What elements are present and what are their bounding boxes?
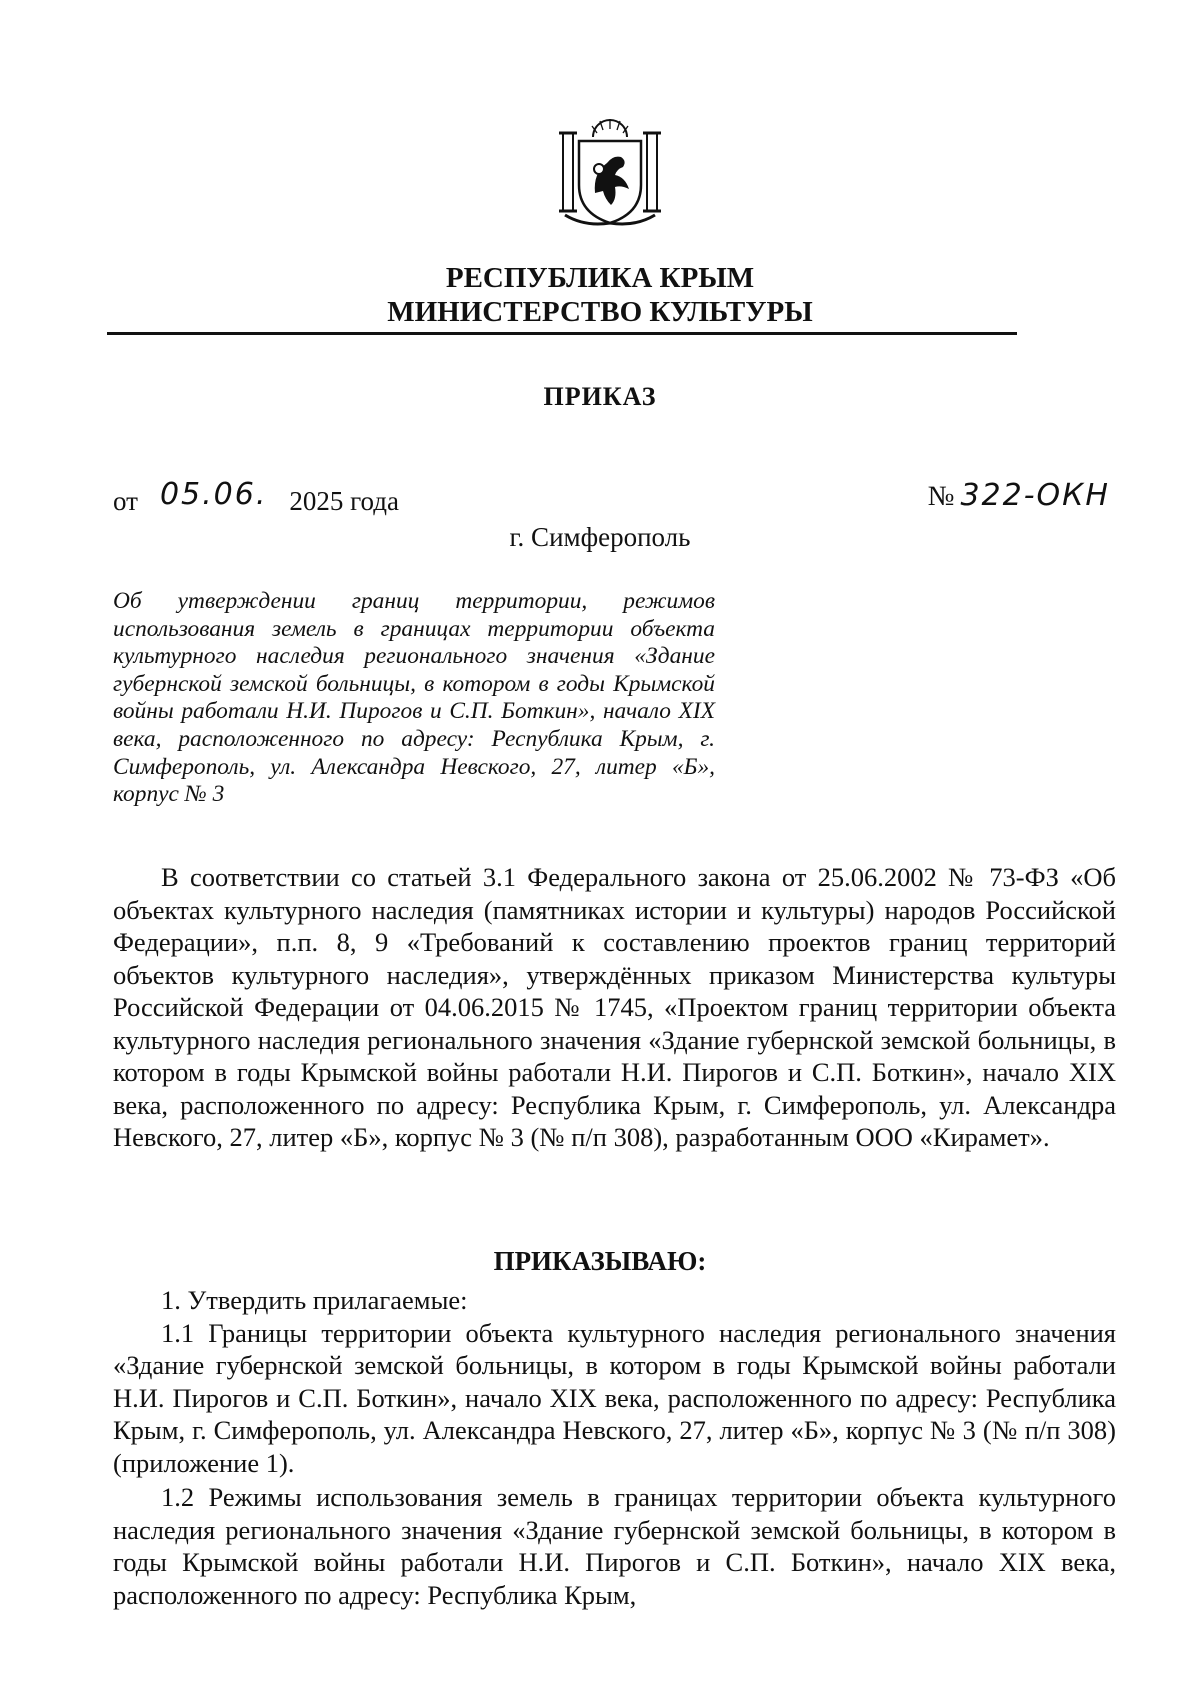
order-items (113, 1284, 1116, 1611)
crimea-coat-of-arms-icon (555, 115, 665, 230)
header-divider (107, 332, 1017, 335)
header-ministry: МИНИСТЕРСТВО КУЛЬТУРЫ (387, 296, 813, 328)
preamble-paragraph: В соответствии со статьей 3.1 Федерального закона от 25.06.2002 № 73-ФЗ «Об объектах культурного наследия (памятниках истории и культуры) народов Российской Федерации», п.п. 8, 9 «Требований к составлению проектов границ территорий объектов культурного наследия», утверждённых приказом Министерства культуры Российской Федерации от 04.06.2015 № 1745, «Проектом границ территории объекта культурного наследия регионального значения «Здание губернской земской больницы, в котором в годы Крымской войны работали Н.И. Пирогов и С.П. Боткин», начало XIX века, расположенного по адресу: Республика Крым, г. Симферополь, ул. Александра Невского, 27, литер «Б», корпус № 3 (№ п/п 308), разработанным ООО «Кирамет». (113, 862, 1116, 1152)
order-item: 1.1 Границы территории объекта культурного наследия регионального значения «Здание губернской земской больницы, в котором в годы Крымской войны работали Н.И. Пирогов и С.П. Боткин», начало XIX века, расположенного по адресу: Республика Крым, г. Симферополь, ул. Александра Невского, 27, литер «Б», корпус № 3 (№ п/п 308) (приложение 1). (113, 1317, 1116, 1478)
date-suffix: 2025 года (289, 486, 399, 516)
order-date (113, 477, 399, 518)
number-handwritten: 322-ОКН (960, 478, 1110, 513)
order-city: г. Симферополь (509, 522, 691, 552)
order-title: ПРИКАЗ (543, 382, 657, 411)
order-item: 1.2 Режимы использования земель в границах территории объекта культурного наследия регионального значения «Здание губернской земской больницы, в котором в годы Крымской войны работали Н.И. Пирогов и С.П. Боткин», начало XIX века, расположенного по адресу: Республика Крым, (113, 1482, 1116, 1610)
order-item: 1. Утвердить прилагаемые: (161, 1285, 468, 1315)
order-subject: Об утверждении границ территории, режимов использования земель в границах территории объекта культурного наследия регионального значения «Здание губернской земской больницы, в котором в годы Крымской войны работали Н.И. Пирогов и С.П. Боткин», начало XIX века, расположенного по адресу: Республика Крым, г. Симферополь, ул. Александра Невского, 27, литер «Б», корпус № 3 (113, 588, 715, 808)
number-prefix: № (927, 481, 955, 512)
decree-word: ПРИКАЗЫВАЮ: (493, 1246, 707, 1276)
date-handwritten: 05.06. (159, 477, 268, 512)
order-number (928, 478, 1110, 513)
date-prefix: от (113, 486, 138, 516)
order-preamble (113, 861, 1116, 1154)
header-republic: РЕСПУБЛИКА КРЫМ (445, 262, 755, 294)
